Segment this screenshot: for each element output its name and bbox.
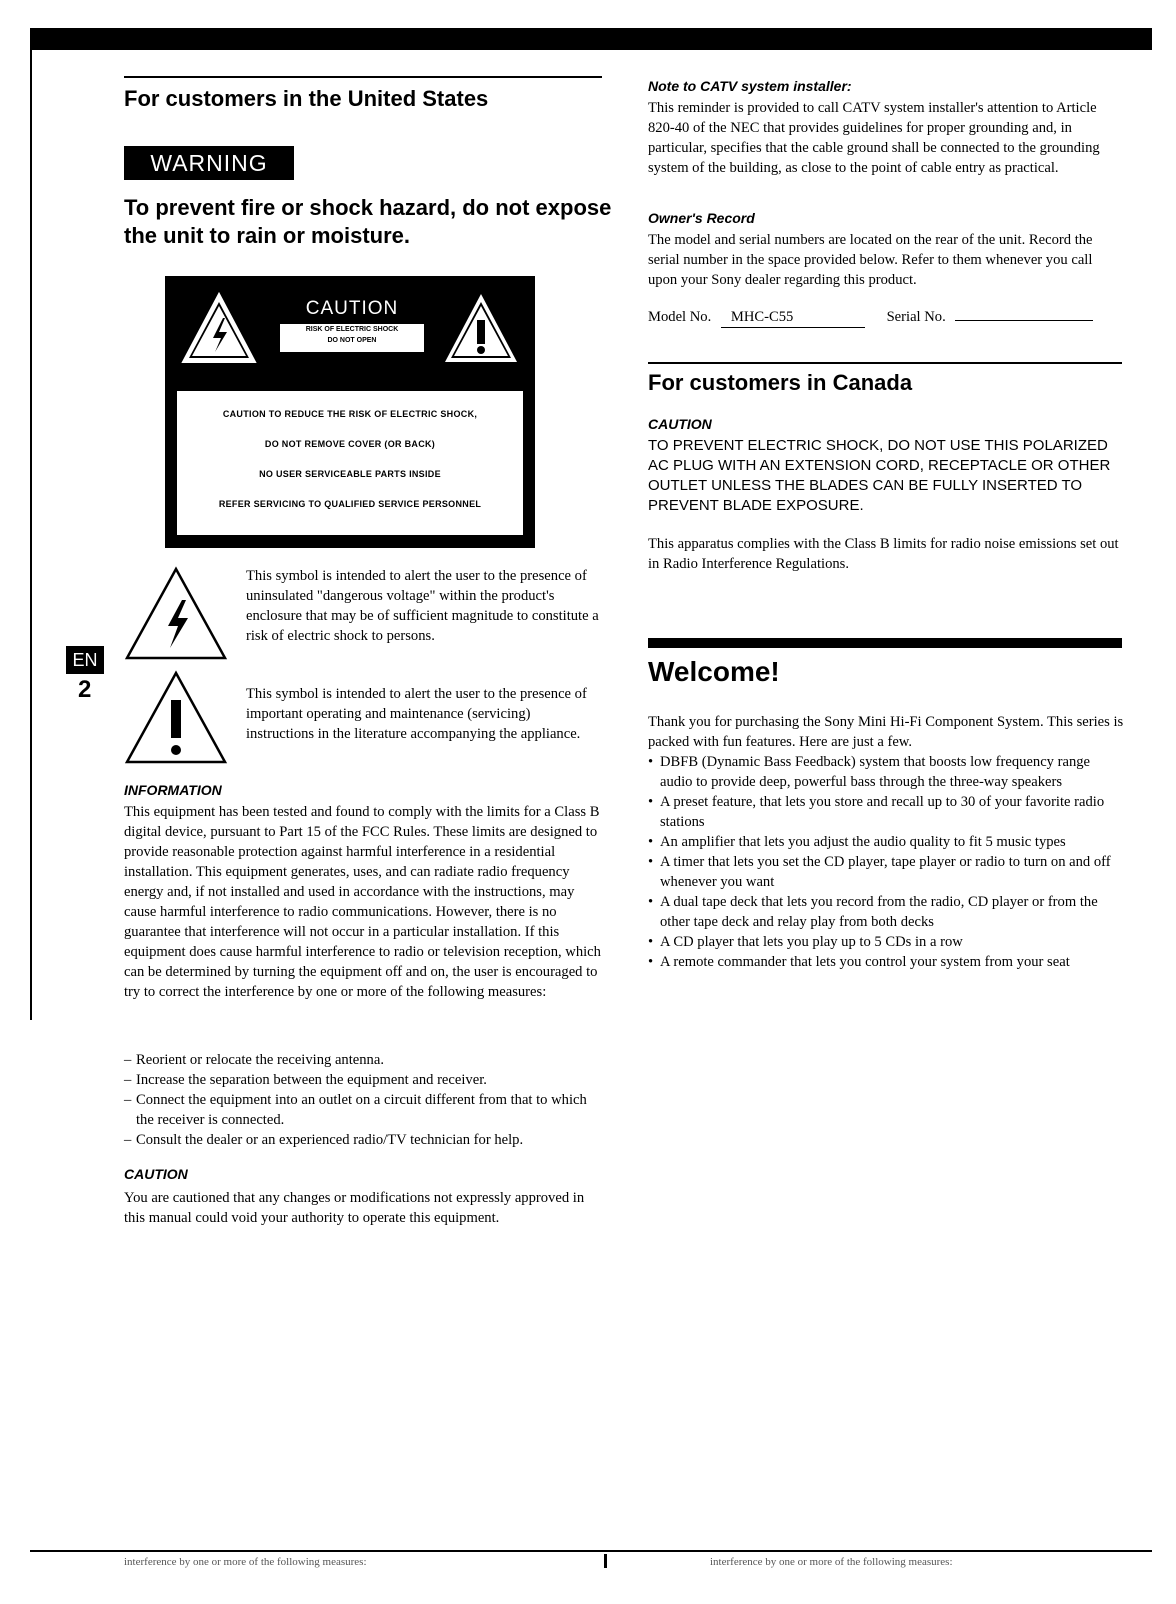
welcome-rule [648, 638, 1122, 648]
warning-label: WARNING [124, 146, 294, 180]
list-item: • A dual tape deck that lets you record from the radio, CD player or from the other tape deck and relay play from both decks [648, 892, 1124, 932]
lightning-warning-icon [179, 290, 259, 366]
caution-badge-sub2: DO NOT OPEN [327, 337, 377, 344]
information-title: INFORMATION [124, 782, 222, 798]
caution-line-4: REFER SERVICING TO QUALIFIED SERVICE PERSONNEL [218, 499, 482, 509]
language-tab: EN [66, 646, 104, 674]
model-serial-row [648, 304, 1124, 326]
caution-badge [280, 294, 424, 352]
catv-title: Note to CATV system installer: [648, 78, 852, 94]
caution-title: CAUTION [124, 1166, 188, 1182]
welcome-intro: Thank you for purchasing the Sony Mini Hi-Fi Component System. This series is packed with fun features. Here are just a few. [648, 714, 1124, 750]
footer-left-text: interference by one or more of the following measures: [124, 1556, 367, 1568]
caution-badge-title: CAUTION [280, 294, 424, 324]
features-list [648, 752, 1124, 972]
list-item: • A preset feature, that lets you store and recall up to 30 of your favorite radio stations [648, 792, 1124, 832]
model-label: Model No. [648, 309, 712, 325]
caution-text: You are cautioned that any changes or modifications not expressly approved in this manual could void your authority to operate this equipment. [124, 1190, 585, 1226]
caution-badge-sub1: RISK OF ELECTRIC SHOCK [305, 326, 399, 333]
heading-welcome: Welcome! [648, 656, 780, 687]
top-bar [30, 28, 1152, 50]
list-item: – Consult the dealer or an experienced radio/TV technician for help. [124, 1130, 602, 1150]
symbol2-text: This symbol is intended to alert the user to the presence of important operating and maintenance (servicing) instructions in the literature accompanying the appliance. [246, 686, 587, 742]
side-rule [30, 50, 32, 1020]
information-text: This equipment has been tested and found to comply with the limits for a Class B digital device, pursuant to Part 15 of the FCC Rules. These limits are designed to provide reasonable protection against harmful interference in a residential installation. This equipment generates, uses, and can radiate radio frequency energy and, if not installed and used in accordance with the instructions, may cause harmful interference to radio communications. However, there is no guarantee that interference will not occur in a particular installation. If this equipment does cause harmful interference to radio or television reception, which can be determined by turning the equipment off and on, the user is encouraged to try to correct the interference by one or more of the following measures: [124, 804, 601, 1000]
lightning-symbol-icon [124, 566, 228, 662]
canada-text: This apparatus complies with the Class B limits for radio noise emissions set out in Radio Interference Regulations. [648, 536, 1119, 572]
canada-caution-text: TO PREVENT ELECTRIC SHOCK, DO NOT USE THIS POLARIZED AC PLUG WITH AN EXTENSION CORD, RECEPTACLE OR OTHER OUTLET UNLESS THE BLADES CAN BE FULLY INSERTED TO PREVENT BLADE EXPOSURE. [648, 437, 1111, 514]
exclamation-symbol-icon [124, 670, 228, 766]
list-item: • An amplifier that lets you adjust the audio quality to fit 5 music types [648, 832, 1124, 852]
serial-label: Serial No. [886, 309, 946, 325]
owner-record-title: Owner's Record [648, 210, 755, 226]
caution-line-3: NO USER SERVICEABLE PARTS INSIDE [259, 469, 441, 479]
caution-label-panel [165, 276, 535, 548]
page-number: 2 [78, 676, 92, 703]
heading-canada: For customers in Canada [648, 370, 913, 395]
symbol1-text: This symbol is intended to alert the user to the presence of uninsulated "dangerous voltage" within the product's enclosure that may be of sufficient magnitude to constitute a risk of electric shock to persons. [246, 568, 599, 644]
footer-rule [30, 1550, 1152, 1552]
list-item: • A remote commander that lets you control your system from your seat [648, 952, 1124, 972]
warning-text: To prevent fire or shock hazard, do not expose the unit to rain or moisture. [124, 195, 612, 248]
exclamation-warning-icon [441, 290, 521, 366]
serial-field [955, 304, 1093, 321]
caution-text-area [177, 391, 523, 535]
catv-text: This reminder is provided to call CATV system installer's attention to Article 820-40 of the NEC that provides guidelines for proper grounding and, in particular, specifies that the cable ground shall be connected to the grounding system of the building, as close to the point of cable entry as practical. [648, 100, 1100, 176]
model-value: MHC-C55 [721, 307, 865, 328]
footer-divider [604, 1554, 607, 1568]
list-item: • A timer that lets you set the CD player, tape player or radio to turn on and off whenever you want [648, 852, 1124, 892]
list-item: • A CD player that lets you play up to 5 CDs in a row [648, 932, 1124, 952]
canada-caution-title: CAUTION [648, 416, 712, 432]
list-item: – Connect the equipment into an outlet on a circuit different from that to which the receiver is connected. [124, 1090, 602, 1130]
section-rule [648, 362, 1122, 364]
list-item: – Reorient or relocate the receiving antenna. [124, 1050, 602, 1070]
list-item: • DBFB (Dynamic Bass Feedback) system that boosts low frequency range audio to provide deep, powerful bass through the three-way speakers [648, 752, 1124, 792]
caution-line-2: DO NOT REMOVE COVER (OR BACK) [264, 439, 436, 449]
list-item: – Increase the separation between the equipment and receiver. [124, 1070, 602, 1090]
heading-us: For customers in the United States [124, 86, 489, 111]
caution-line-1: CAUTION TO REDUCE THE RISK OF ELECTRIC SHOCK, [222, 409, 478, 419]
owner-record-text: The model and serial numbers are located on the rear of the unit. Record the serial number in the space provided below. Refer to them whenever you call upon your Sony dealer regarding this product. [648, 232, 1093, 288]
section-rule [124, 76, 602, 78]
footer-right-text: interference by one or more of the following measures: [710, 1556, 953, 1568]
measures-list [124, 1050, 602, 1150]
